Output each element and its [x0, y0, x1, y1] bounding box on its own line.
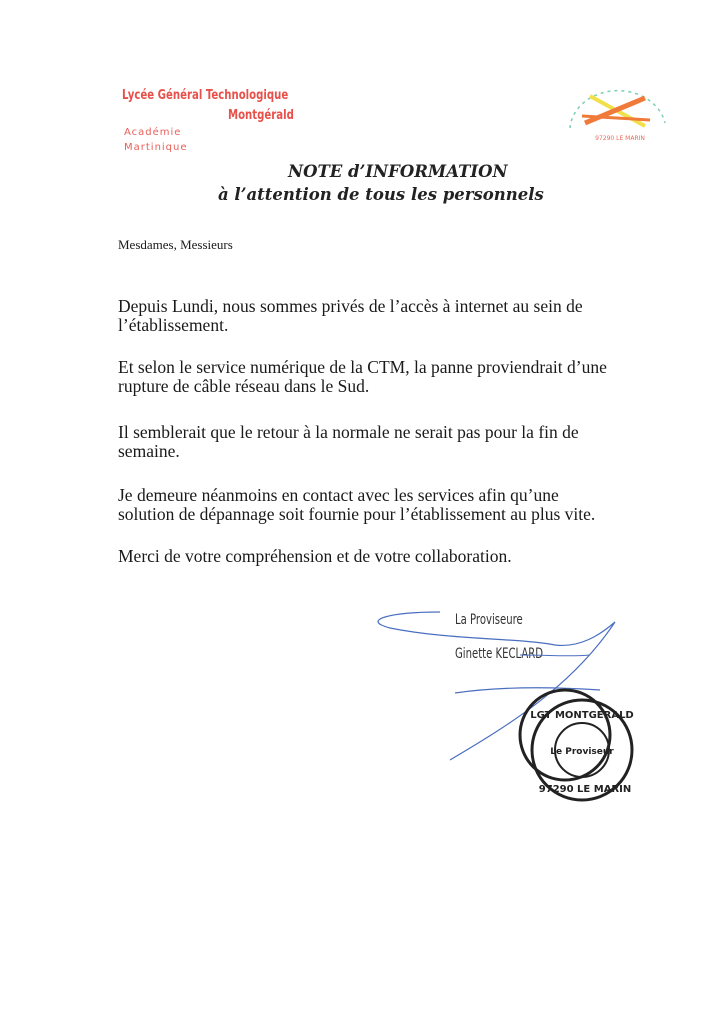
stamp-bottom-text: 97290 LE MARIN [538, 784, 632, 795]
paragraph-3-line-2: semaine. [118, 441, 180, 461]
signatory-role: La Proviseure [455, 612, 523, 628]
paragraph-1-line-2: l’établissement. [118, 315, 229, 335]
closing-line: Merci de votre compréhension et de votre collaboration. [118, 546, 512, 566]
paragraph-2-line-1: Et selon le service numérique de la CTM, la panne proviendrait d’une [118, 357, 607, 377]
paragraph-4-line-1: Je demeure néanmoins en contact avec les services afin qu’une [118, 485, 559, 505]
paragraph-2-line-2: rupture de câble réseau dans le Sud. [118, 376, 370, 396]
paragraph-3-line-1: Il semblerait que le retour à la normale ne serait pas pour la fin de [118, 422, 579, 442]
stamp-outer-text: LGT MONTGERALD [530, 710, 634, 721]
paragraph-1-line-1: Depuis Lundi, nous sommes privés de l’accès à internet au sein de [118, 296, 583, 316]
signatory-name: Ginette KECLARD [455, 646, 544, 662]
paragraph-4-line-2: solution de dépannage soit fournie pour l’établissement au plus vite. [118, 504, 596, 524]
academy-line2: Martinique [124, 142, 188, 153]
logo-subtext: 97290 LE MARIN [595, 135, 645, 142]
greeting: Mesdames, Messieurs [118, 237, 233, 252]
note-title: NOTE d’INFORMATION [288, 162, 508, 181]
handwritten-signature [378, 612, 615, 760]
school-name-line1: Lycée Général Technologique [122, 88, 289, 103]
stamp-and-signature [370, 600, 670, 810]
school-name-line2: Montgérald [228, 108, 294, 123]
academy-line1: Académie [124, 127, 182, 138]
note-subtitle: à l’attention de tous les personnels [218, 185, 544, 204]
stamp-center-text: Le Proviseur [550, 747, 614, 757]
school-logo [560, 78, 675, 148]
